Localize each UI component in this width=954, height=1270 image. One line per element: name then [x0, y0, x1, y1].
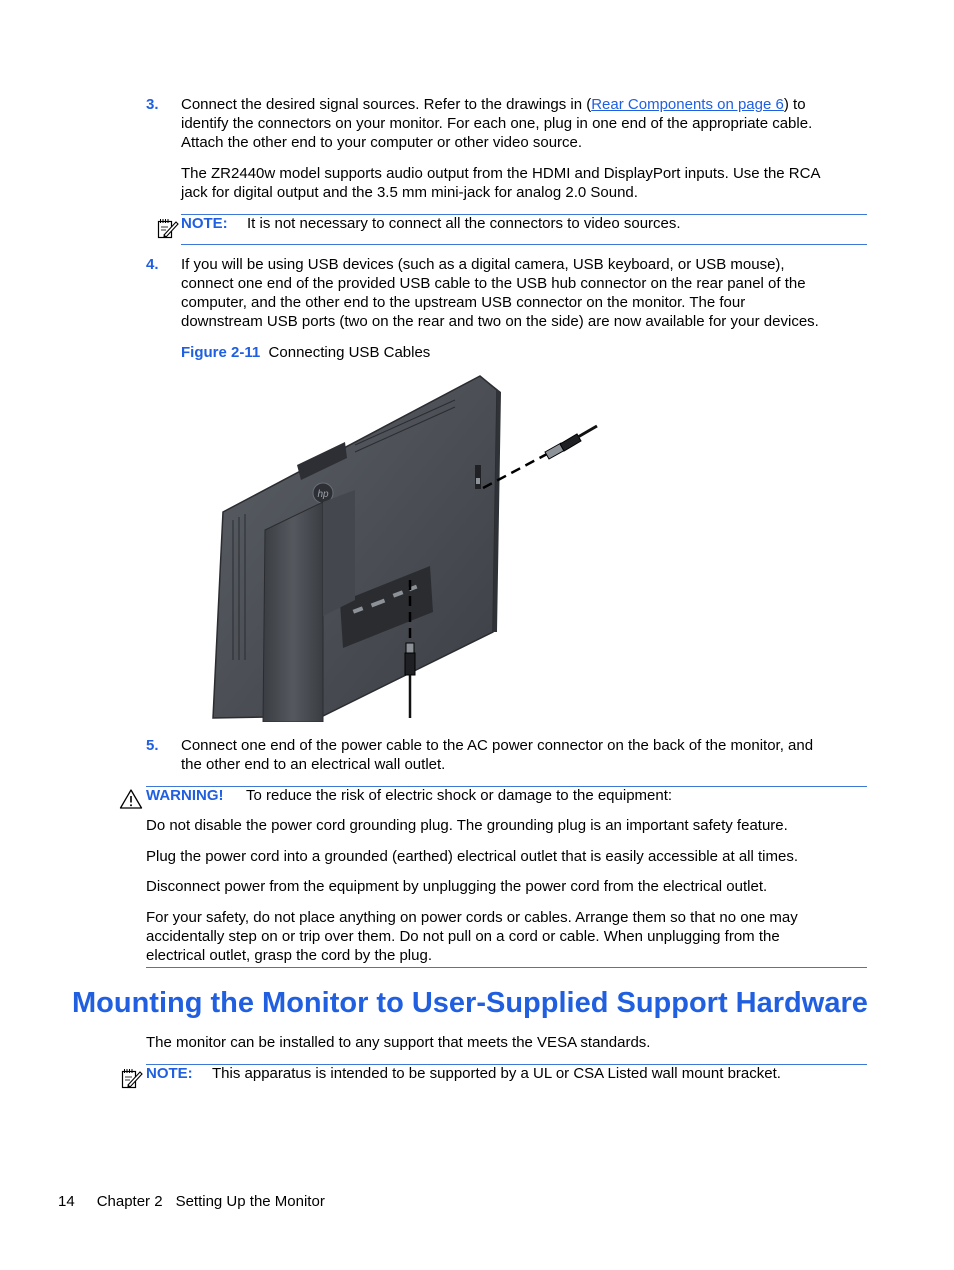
section-heading: Mounting the Monitor to User-Supplied Support Hardware	[72, 987, 868, 1019]
step4-line3: computer, and the other end to the upstream USB connector on the monitor. The four	[181, 294, 746, 311]
note-text: This apparatus is intended to be supported by a UL or CSA Listed wall mount bracket.	[212, 1065, 781, 1082]
step3-para2-line1: The ZR2440w model supports audio output from the HDMI and DisplayPort inputs. Use the RCA	[181, 165, 821, 182]
note-text: It is not necessary to connect all the connectors to video sources.	[247, 215, 681, 232]
step-number: 5.	[146, 737, 159, 754]
step-number: 3.	[146, 96, 159, 113]
step-number: 4.	[146, 256, 159, 273]
warning-para-1: Do not disable the power cord grounding plug. The grounding plug is an important safety feature.	[146, 817, 788, 834]
note-pencil-icon	[120, 1066, 144, 1090]
figure-label: Figure 2-11	[181, 344, 261, 361]
warning-label: WARNING!	[146, 787, 224, 804]
hp-logo: hp	[317, 489, 329, 500]
warning-para-3: Disconnect power from the equipment by unplugging the power cord from the electrical outlet.	[146, 878, 768, 895]
warning-para-4-line3: electrical outlet, grasp the cord by the plug.	[146, 947, 432, 964]
warning-text: To reduce the risk of electric shock or damage to the equipment:	[246, 787, 673, 804]
warning-para-4-line1: For your safety, do not place anything on power cords or cables. Arrange them so that no one may	[146, 909, 798, 926]
footer-chapter-title: Setting Up the Monitor	[175, 1193, 325, 1210]
warning-bottom-rule	[146, 967, 867, 968]
step5-line2: the other end to an electrical wall outlet.	[181, 756, 446, 773]
step4-line1: If you will be using USB devices (such as a digital camera, USB keyboard, or USB mouse),	[181, 256, 785, 273]
section-intro: The monitor can be installed to any support that meets the VESA standards.	[146, 1034, 651, 1051]
step3-line3: Attach the other end to your computer or other video source.	[181, 134, 583, 151]
figure-title: Connecting USB Cables	[268, 344, 431, 361]
warning-para-4-line2: accidentally step on or trip over them. Do not pull on a cord or cable. When unplugging from the	[146, 928, 780, 945]
note-pencil-icon	[156, 216, 180, 240]
page-number: 14	[58, 1193, 75, 1210]
page-footer	[58, 1192, 325, 1211]
note-label: NOTE:	[146, 1065, 193, 1082]
monitor-usb-illustration	[205, 370, 605, 722]
footer-chapter: Chapter 2	[96, 1193, 163, 1210]
rear-components-link[interactable]: Rear Components on page 6	[591, 96, 784, 113]
warning-triangle-icon	[119, 788, 143, 810]
step3-text-pre: Connect the desired signal sources. Refer to the drawings in (	[181, 96, 592, 113]
step5-line1: Connect one end of the power cable to the AC power connector on the back of the monitor, and	[181, 737, 814, 754]
step3-line1	[181, 95, 806, 114]
figure-caption	[181, 343, 430, 362]
step3-text-post: ) to	[783, 96, 806, 113]
note-bottom-rule	[181, 244, 867, 245]
warning-para-2: Plug the power cord into a grounded (earthed) electrical outlet that is easily accessible at all times.	[146, 848, 799, 865]
step4-line4: downstream USB ports (two on the rear and two on the side) are now available for your devices.	[181, 313, 819, 330]
note-label: NOTE:	[181, 215, 228, 232]
step3-para2-line2: jack for digital output and the 3.5 mm mini-jack for analog 2.0 Sound.	[181, 184, 638, 201]
step3-line2: identify the connectors on your monitor. For each one, plug in one end of the appropriate cable.	[181, 115, 813, 132]
step4-line2: connect one end of the provided USB cable to the USB hub connector on the rear panel of the	[181, 275, 806, 292]
